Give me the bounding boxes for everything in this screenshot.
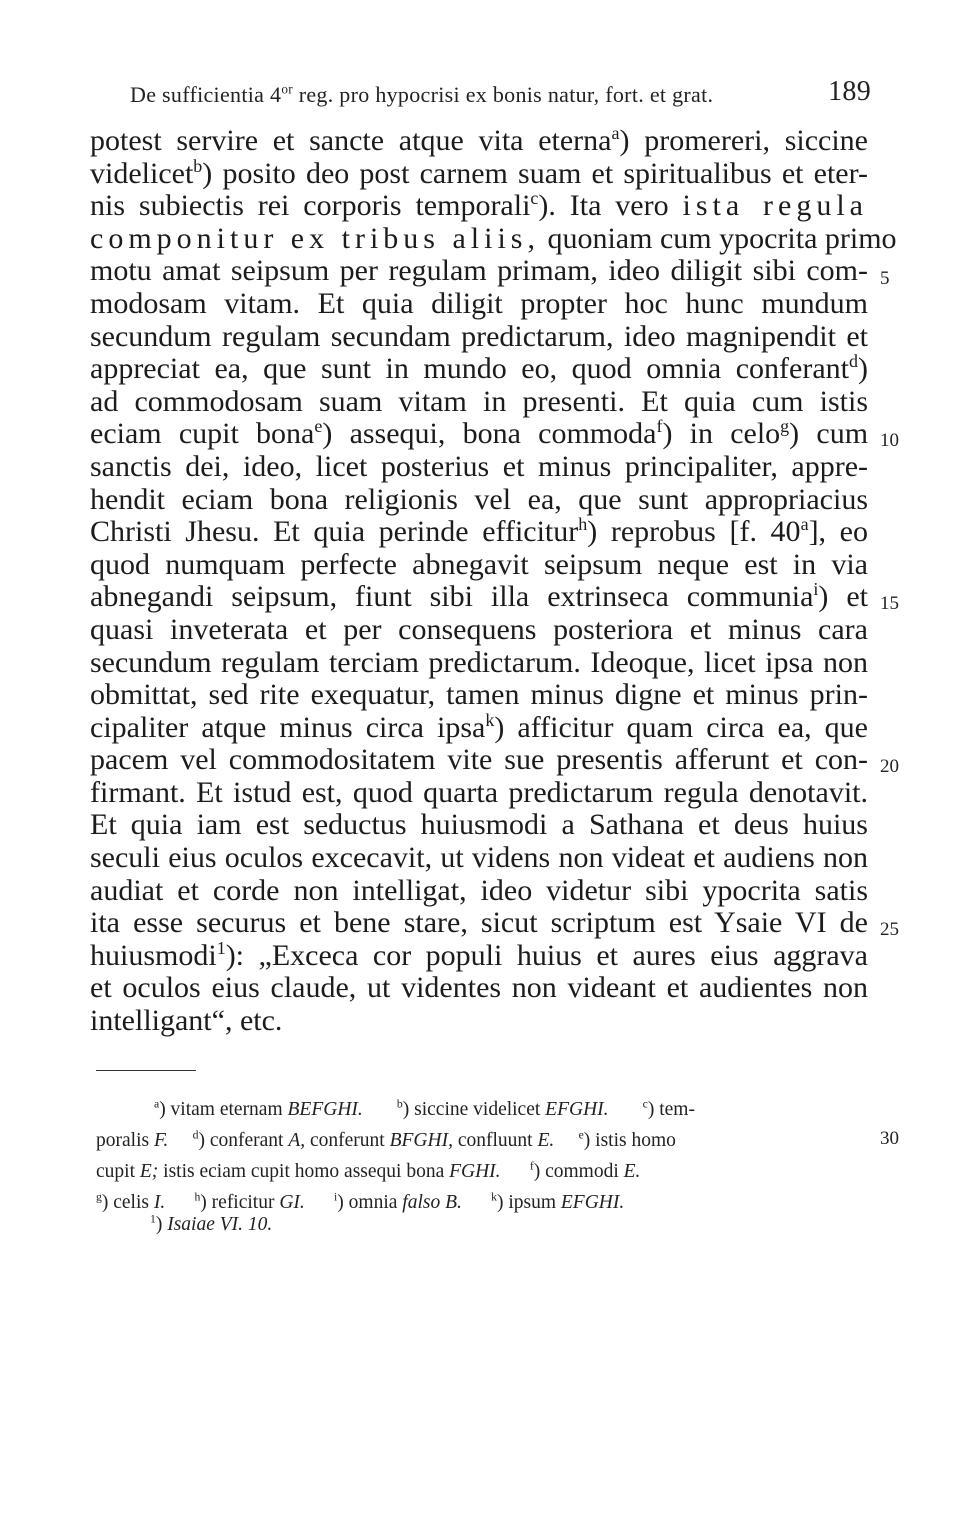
text-line: abnegandi seipsum, fiunt sibi illa extrinseca communia$^i$) et — [90, 579, 868, 614]
text-line: obmittat, sed rite exequatur, tamen minus digne et minus prin- — [90, 678, 868, 712]
text-line: secundum regulam terciam predictarum. Ideoque, licet ipsa non — [90, 645, 868, 679]
line-number: 15 — [880, 593, 899, 614]
text-line: nis subiectis rei corporis temporali$^c$). Ita vero ista regula — [90, 188, 868, 223]
running-title: De sufficientia $4^{or}$ reg. pro hypocrisi ex bonis natur, fort. et grat. — [130, 81, 714, 107]
line-number: 5 — [880, 268, 890, 289]
text-line: seculi eius oculos excecavit, ut videns non videat et audiens non — [90, 841, 868, 875]
footnote-line: $^a$) vitam eternam BEFGHI. $^b$) siccine videlicet EFGHI. $^c$) tem- — [154, 1097, 695, 1120]
text-line: ad commodosam suam vitam in presenti. Et quia cum istis — [90, 384, 868, 418]
line-number: 25 — [880, 919, 899, 940]
text-line: potest servire et sancte atque vita eterna$^a$) promereri, siccine — [90, 123, 868, 157]
text-line: quasi inveterata et per consequens posteriora et minus cara — [90, 612, 868, 646]
text-line: sanctis dei, ideo, licet posterius et minus principaliter, appre- — [90, 449, 868, 483]
text-line: audiat et corde non intelligat, ideo videtur sibi ypocrita satis — [90, 873, 868, 907]
page-header — [130, 72, 875, 112]
page-number: 189 — [828, 76, 871, 107]
text-line: appreciat ea, que sunt in mundo eo, quod omnia conferant$^d$) — [90, 351, 868, 386]
footnotes — [96, 1094, 868, 1218]
text-line: firmant. Et istud est, quod quarta predictarum regula denotavit. — [90, 775, 868, 809]
text-line: quod numquam perfecte abnegavit seipsum neque est in via — [90, 547, 868, 581]
text-line: cipaliter atque minus circa ipsa$^k$) afficitur quam circa ea, que — [90, 709, 868, 744]
text-line: pacem vel commodositatem vite sue presentis afferunt et con- — [90, 743, 868, 777]
text-line: modosam vitam. Et quia diligit propter hoc hunc mundum — [90, 286, 868, 320]
footnote-line-number: 30 — [880, 1128, 899, 1149]
text-line: eciam cupit bona$^e$) assequi, bona commoda$^f$) in celo$^g$) cum — [90, 416, 869, 451]
footnote-line: poralis F. $^d$) conferant A, conferunt BFGHI, confluunt E. $^e$) istis homo — [96, 1128, 676, 1151]
text-line: Christi Jhesu. Et quia perinde efficitur$^h$) reprobus [f. 40$^a$], eo — [90, 514, 868, 549]
text-line: motu amat seipsum per regulam primam, ideo diligit sibi com- — [90, 254, 868, 288]
text-line: ita esse securus et bene stare, sicut scriptum est Ysaie VI de — [90, 906, 868, 940]
text-line: componitur ex tribus aliis, quoniam cum ypocrita primo — [90, 221, 897, 255]
source-reference: $^1$) Isaiae VI. 10. — [150, 1212, 273, 1235]
line-number: 20 — [880, 756, 899, 777]
text-line: Et quia iam est seductus huiusmodi a Sathana et deus huius — [90, 808, 868, 842]
text-line: hendit eciam bona religionis vel ea, que sunt appropriacius — [90, 482, 868, 516]
text-line: et oculos eius claude, ut videntes non videant et audientes non — [90, 971, 868, 1005]
text-line: intelligant“, etc. — [90, 1004, 283, 1038]
text-line: videlicet$^b$) posito deo post carnem suam et spiritualibus et eter- — [90, 155, 868, 190]
footnote-separator — [96, 1070, 196, 1071]
footnote-line: $^g$) celis I. $^h$) reficitur GI. $^i$) omnia falso B. $^k$) ipsum EFGHI. — [96, 1190, 625, 1213]
text-line: secundum regulam secundam predictarum, ideo magnipendit et — [90, 319, 868, 353]
text-line: huiusmodi$^1$): „Exceca cor populi huius et aures eius aggrava — [90, 937, 868, 972]
line-number: 10 — [880, 430, 899, 451]
footnote-line: cupit E; istis eciam cupit homo assequi bona FGHI. $^f$) commodi E. — [96, 1159, 641, 1182]
